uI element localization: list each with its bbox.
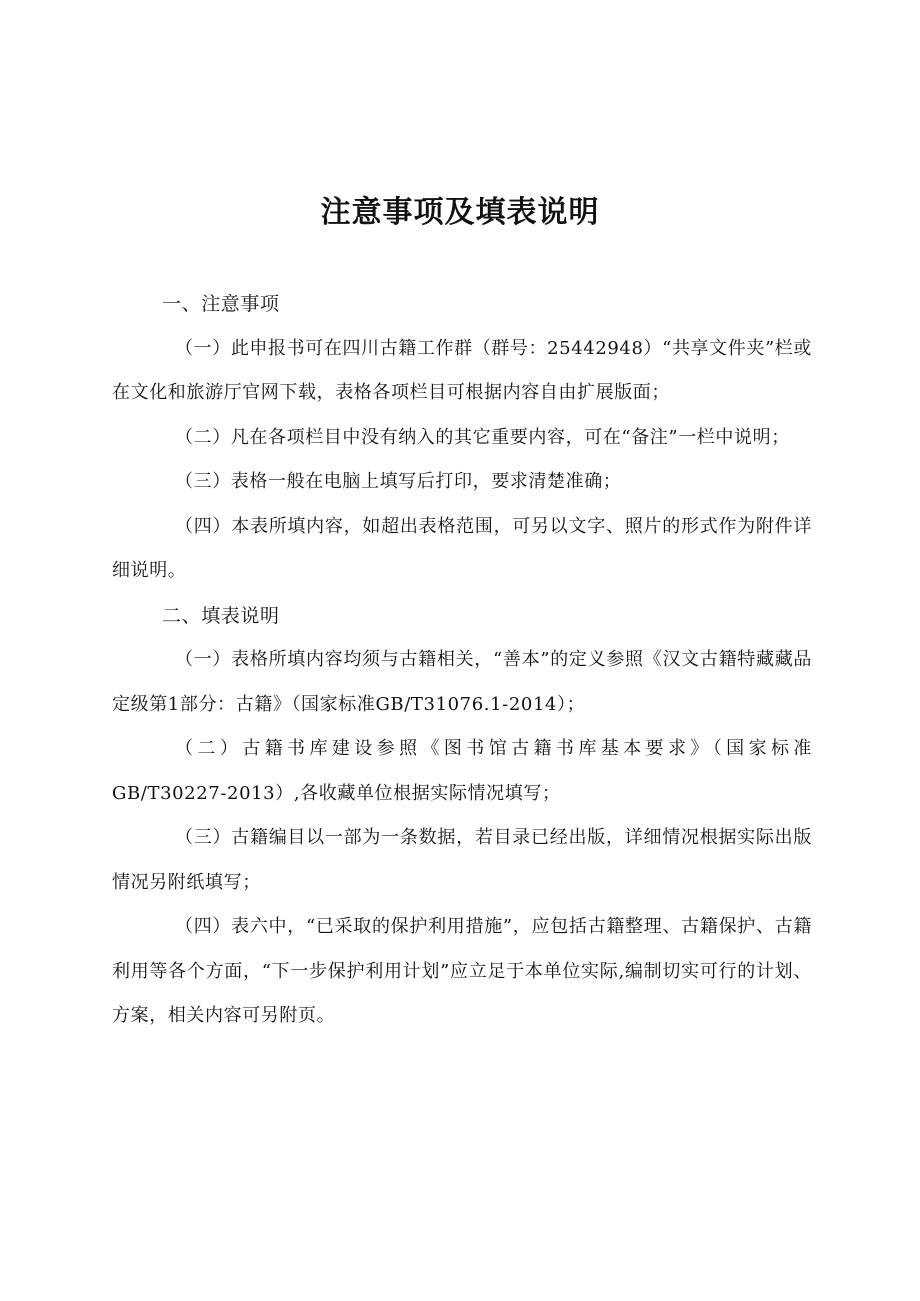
paragraph: （四）本表所填内容，如超出表格范围，可另以文字、照片的形式作为附件详细说明。 bbox=[112, 515, 812, 581]
section-heading: 二、填表说明 bbox=[162, 604, 280, 627]
paragraph: （一）表格所填内容均须与古籍相关，“善本”的定义参照《汉文古籍特藏藏品定级第1部分：古籍》（国家标准GB/T31076.1-2014）； bbox=[112, 649, 812, 715]
paragraph: （二）凡在各项栏目中没有纳入的其它重要内容，可在“备注”一栏中说明； bbox=[175, 426, 790, 448]
paragraph: （一）此申报书可在四川古籍工作群（群号：25442948）“共享文件夹”栏或在文化和旅游厅官网下载，表格各项栏目可根据内容自由扩展版面； bbox=[112, 337, 812, 403]
section-heading: 一、注意事项 bbox=[162, 293, 280, 315]
page-title: 注意事项及填表说明 bbox=[320, 195, 600, 230]
paragraph: （二）古籍书库建设参照《图书馆古籍书库基本要求》（国家标准GB/T30227-2013）,各收藏单位根据实际情况填写； bbox=[112, 738, 812, 804]
paragraph: （三）表格一般在电脑上填写后打印，要求清楚准确； bbox=[175, 471, 622, 492]
section-instructions bbox=[112, 594, 812, 1039]
section-notes bbox=[112, 282, 812, 594]
document-body bbox=[112, 282, 812, 1039]
paragraph: （三）古籍编目以一部为一条数据，若目录已经出版，详细情况根据实际出版情况另附纸填写； bbox=[112, 827, 812, 893]
paragraph: （四）表六中，“已采取的保护利用措施”，应包括古籍整理、古籍保护、古籍利用等各个方面，“下一步保护利用计划”应立足于本单位实际,编制切实可行的计划、方案，相关内容可另附页。 bbox=[112, 916, 812, 1026]
